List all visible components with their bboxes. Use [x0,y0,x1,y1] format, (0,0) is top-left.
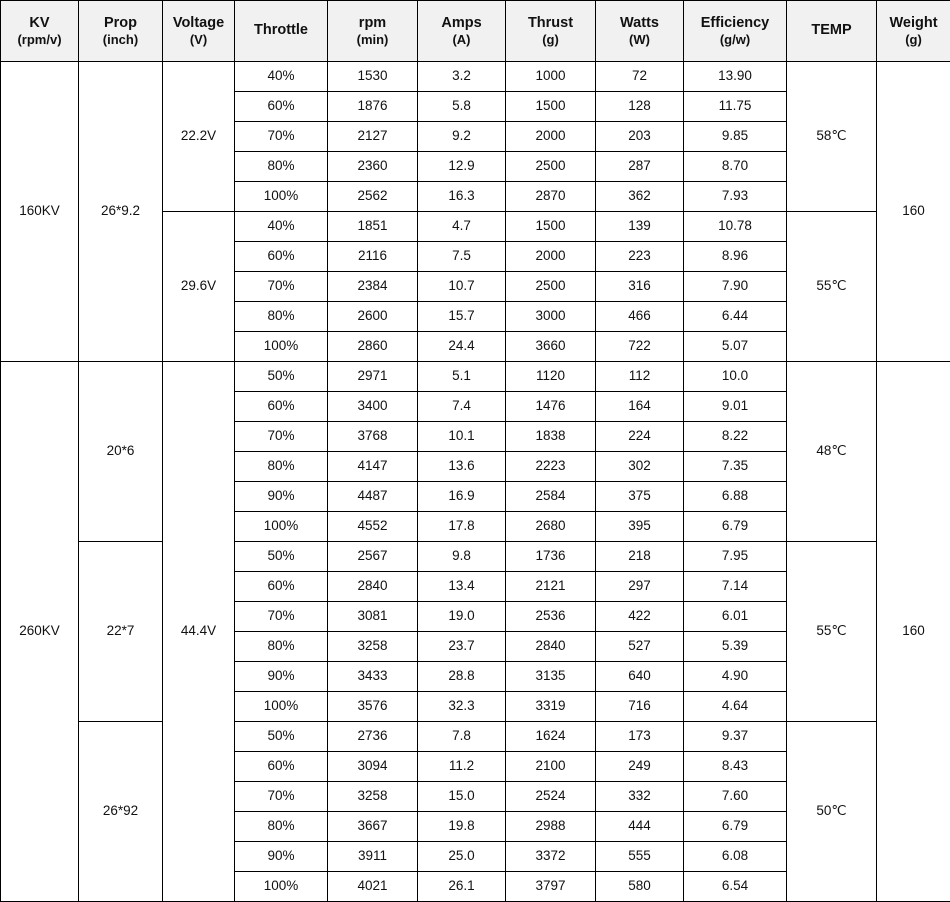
header-weight [877,1,950,62]
throttle-cell: 80% [235,152,328,182]
throttle-cell: 100% [235,332,328,362]
prop-cell: 20*6 [79,362,163,542]
throttle-cell: 90% [235,842,328,872]
watts-cell: 297 [596,572,684,602]
amps-cell: 19.8 [418,812,506,842]
rpm-cell: 3433 [328,662,418,692]
voltage-cell: 22.2V [163,62,235,212]
temp-cell: 48℃ [787,362,877,542]
efficiency-cell: 6.08 [684,842,787,872]
rpm-cell: 4021 [328,872,418,902]
amps-cell: 9.2 [418,122,506,152]
amps-cell: 28.8 [418,662,506,692]
amps-cell: 23.7 [418,632,506,662]
watts-cell: 203 [596,122,684,152]
throttle-cell: 70% [235,782,328,812]
amps-cell: 19.0 [418,602,506,632]
header-label: TEMP [811,22,852,39]
watts-cell: 444 [596,812,684,842]
efficiency-cell: 9.85 [684,122,787,152]
amps-cell: 10.1 [418,422,506,452]
rpm-cell: 3258 [328,632,418,662]
rpm-cell: 2971 [328,362,418,392]
efficiency-cell: 9.37 [684,722,787,752]
efficiency-cell: 10.0 [684,362,787,392]
efficiency-cell: 8.96 [684,242,787,272]
throttle-cell: 50% [235,542,328,572]
rpm-cell: 2600 [328,302,418,332]
thrust-cell: 2870 [506,182,596,212]
efficiency-cell: 5.39 [684,632,787,662]
amps-cell: 32.3 [418,692,506,722]
header-unit: (W) [629,31,650,47]
efficiency-cell: 4.90 [684,662,787,692]
thrust-cell: 2680 [506,512,596,542]
efficiency-cell: 7.60 [684,782,787,812]
efficiency-cell: 6.44 [684,302,787,332]
header-throttle [235,1,328,62]
throttle-cell: 90% [235,662,328,692]
amps-cell: 24.4 [418,332,506,362]
header-unit: (A) [452,31,471,47]
amps-cell: 5.8 [418,92,506,122]
header-label: Amps [441,14,482,31]
efficiency-cell: 7.95 [684,542,787,572]
rpm-cell: 4147 [328,452,418,482]
throttle-cell: 80% [235,632,328,662]
rpm-cell: 2567 [328,542,418,572]
thrust-cell: 3319 [506,692,596,722]
amps-cell: 10.7 [418,272,506,302]
header-label: Voltage [172,14,225,31]
rpm-cell: 2384 [328,272,418,302]
efficiency-cell: 8.22 [684,422,787,452]
throttle-cell: 60% [235,392,328,422]
table-row [1,362,950,392]
efficiency-cell: 6.79 [684,812,787,842]
header-label: Efficiency [700,14,770,31]
header-unit: (rpm/v) [17,31,62,47]
watts-cell: 224 [596,422,684,452]
watts-cell: 466 [596,302,684,332]
amps-cell: 11.2 [418,752,506,782]
rpm-cell: 3400 [328,392,418,422]
rpm-cell: 1530 [328,62,418,92]
rpm-cell: 3094 [328,752,418,782]
table-row [1,722,950,752]
throttle-cell: 60% [235,242,328,272]
rpm-cell: 1851 [328,212,418,242]
rpm-cell: 2562 [328,182,418,212]
kv-cell: 160KV [1,62,79,362]
weight-cell: 160 [877,362,950,902]
efficiency-cell: 7.14 [684,572,787,602]
header-unit: (g/w) [719,31,751,47]
efficiency-cell: 5.07 [684,332,787,362]
watts-cell: 527 [596,632,684,662]
amps-cell: 15.7 [418,302,506,332]
watts-cell: 395 [596,512,684,542]
watts-cell: 72 [596,62,684,92]
header-unit: (V) [189,31,208,47]
thrust-cell: 1000 [506,62,596,92]
thrust-cell: 2840 [506,632,596,662]
thrust-cell: 1838 [506,422,596,452]
amps-cell: 13.6 [418,452,506,482]
watts-cell: 722 [596,332,684,362]
amps-cell: 3.2 [418,62,506,92]
watts-cell: 422 [596,602,684,632]
efficiency-cell: 13.90 [684,62,787,92]
thrust-cell: 3372 [506,842,596,872]
rpm-cell: 2840 [328,572,418,602]
header-unit: (g) [905,31,922,47]
throttle-cell: 70% [235,122,328,152]
efficiency-cell: 10.78 [684,212,787,242]
header-temp [787,1,877,62]
efficiency-cell: 4.64 [684,692,787,722]
thrust-cell: 1736 [506,542,596,572]
amps-cell: 25.0 [418,842,506,872]
header-efficiency [684,1,787,62]
throttle-cell: 100% [235,692,328,722]
thrust-cell: 2500 [506,152,596,182]
temp-cell: 55℃ [787,542,877,722]
temp-cell: 50℃ [787,722,877,902]
watts-cell: 164 [596,392,684,422]
efficiency-cell: 7.35 [684,452,787,482]
rpm-cell: 3667 [328,812,418,842]
watts-cell: 218 [596,542,684,572]
table-header [1,1,950,62]
throttle-cell: 70% [235,422,328,452]
watts-cell: 223 [596,242,684,272]
header-label: Throttle [254,22,308,39]
header-label: Watts [620,14,659,31]
rpm-cell: 2116 [328,242,418,272]
header-unit: (inch) [102,31,139,47]
voltage-cell: 29.6V [163,212,235,362]
watts-cell: 249 [596,752,684,782]
amps-cell: 7.4 [418,392,506,422]
thrust-cell: 3135 [506,662,596,692]
throttle-cell: 40% [235,212,328,242]
rpm-cell: 3576 [328,692,418,722]
amps-cell: 7.5 [418,242,506,272]
thrust-cell: 1624 [506,722,596,752]
temp-cell: 58℃ [787,62,877,212]
throttle-cell: 50% [235,362,328,392]
thrust-cell: 2121 [506,572,596,602]
prop-cell: 26*9.2 [79,62,163,362]
prop-cell: 26*92 [79,722,163,902]
amps-cell: 7.8 [418,722,506,752]
rpm-cell: 2127 [328,122,418,152]
header-label: rpm [358,14,387,31]
voltage-cell: 44.4V [163,362,235,902]
amps-cell: 5.1 [418,362,506,392]
watts-cell: 555 [596,842,684,872]
header-amps [418,1,506,62]
throttle-cell: 60% [235,92,328,122]
thrust-cell: 3660 [506,332,596,362]
throttle-cell: 70% [235,602,328,632]
watts-cell: 580 [596,872,684,902]
thrust-cell: 2524 [506,782,596,812]
temp-cell: 55℃ [787,212,877,362]
amps-cell: 16.9 [418,482,506,512]
weight-cell: 160 [877,62,950,362]
table-row [1,62,950,92]
thrust-cell: 1120 [506,362,596,392]
throttle-cell: 90% [235,482,328,512]
amps-cell: 13.4 [418,572,506,602]
header-label: Weight [889,14,938,31]
efficiency-cell: 7.90 [684,272,787,302]
efficiency-cell: 11.75 [684,92,787,122]
thrust-cell: 2000 [506,242,596,272]
kv-cell: 260KV [1,362,79,902]
thrust-cell: 1500 [506,212,596,242]
efficiency-cell: 7.93 [684,182,787,212]
rpm-cell: 2860 [328,332,418,362]
throttle-cell: 80% [235,452,328,482]
table-body [1,62,950,902]
thrust-cell: 2988 [506,812,596,842]
rpm-cell: 3081 [328,602,418,632]
thrust-cell: 3797 [506,872,596,902]
thrust-cell: 3000 [506,302,596,332]
watts-cell: 362 [596,182,684,212]
efficiency-cell: 6.79 [684,512,787,542]
efficiency-cell: 9.01 [684,392,787,422]
watts-cell: 716 [596,692,684,722]
table-row [1,542,950,572]
prop-cell: 22*7 [79,542,163,722]
throttle-cell: 100% [235,872,328,902]
rpm-cell: 3911 [328,842,418,872]
rpm-cell: 3258 [328,782,418,812]
table-header-row [1,1,950,62]
efficiency-cell: 6.88 [684,482,787,512]
header-prop [79,1,163,62]
efficiency-cell: 6.54 [684,872,787,902]
header-label: Thrust [527,14,574,31]
header-watts [596,1,684,62]
header-voltage [163,1,235,62]
amps-cell: 26.1 [418,872,506,902]
rpm-cell: 2736 [328,722,418,752]
throttle-cell: 40% [235,62,328,92]
rpm-cell: 4487 [328,482,418,512]
thrust-cell: 2500 [506,272,596,302]
throttle-cell: 60% [235,752,328,782]
efficiency-cell: 6.01 [684,602,787,632]
throttle-cell: 70% [235,272,328,302]
header-rpm [328,1,418,62]
amps-cell: 15.0 [418,782,506,812]
header-unit: (min) [356,31,389,47]
rpm-cell: 2360 [328,152,418,182]
header-label: KV [29,14,50,31]
header-thrust [506,1,596,62]
header-label: Prop [103,14,138,31]
rpm-cell: 4552 [328,512,418,542]
throttle-cell: 60% [235,572,328,602]
watts-cell: 640 [596,662,684,692]
efficiency-cell: 8.43 [684,752,787,782]
throttle-cell: 80% [235,302,328,332]
watts-cell: 112 [596,362,684,392]
throttle-cell: 100% [235,512,328,542]
amps-cell: 17.8 [418,512,506,542]
header-kv [1,1,79,62]
rpm-cell: 3768 [328,422,418,452]
watts-cell: 302 [596,452,684,482]
amps-cell: 16.3 [418,182,506,212]
watts-cell: 332 [596,782,684,812]
amps-cell: 12.9 [418,152,506,182]
efficiency-cell: 8.70 [684,152,787,182]
watts-cell: 316 [596,272,684,302]
thrust-cell: 2536 [506,602,596,632]
watts-cell: 139 [596,212,684,242]
throttle-cell: 100% [235,182,328,212]
watts-cell: 375 [596,482,684,512]
thrust-cell: 2100 [506,752,596,782]
amps-cell: 4.7 [418,212,506,242]
header-unit: (g) [542,31,559,47]
thrust-cell: 1500 [506,92,596,122]
thrust-cell: 2584 [506,482,596,512]
watts-cell: 173 [596,722,684,752]
thrust-cell: 2000 [506,122,596,152]
throttle-cell: 50% [235,722,328,752]
watts-cell: 287 [596,152,684,182]
thrust-cell: 1476 [506,392,596,422]
throttle-cell: 80% [235,812,328,842]
amps-cell: 9.8 [418,542,506,572]
rpm-cell: 1876 [328,92,418,122]
thrust-cell: 2223 [506,452,596,482]
watts-cell: 128 [596,92,684,122]
